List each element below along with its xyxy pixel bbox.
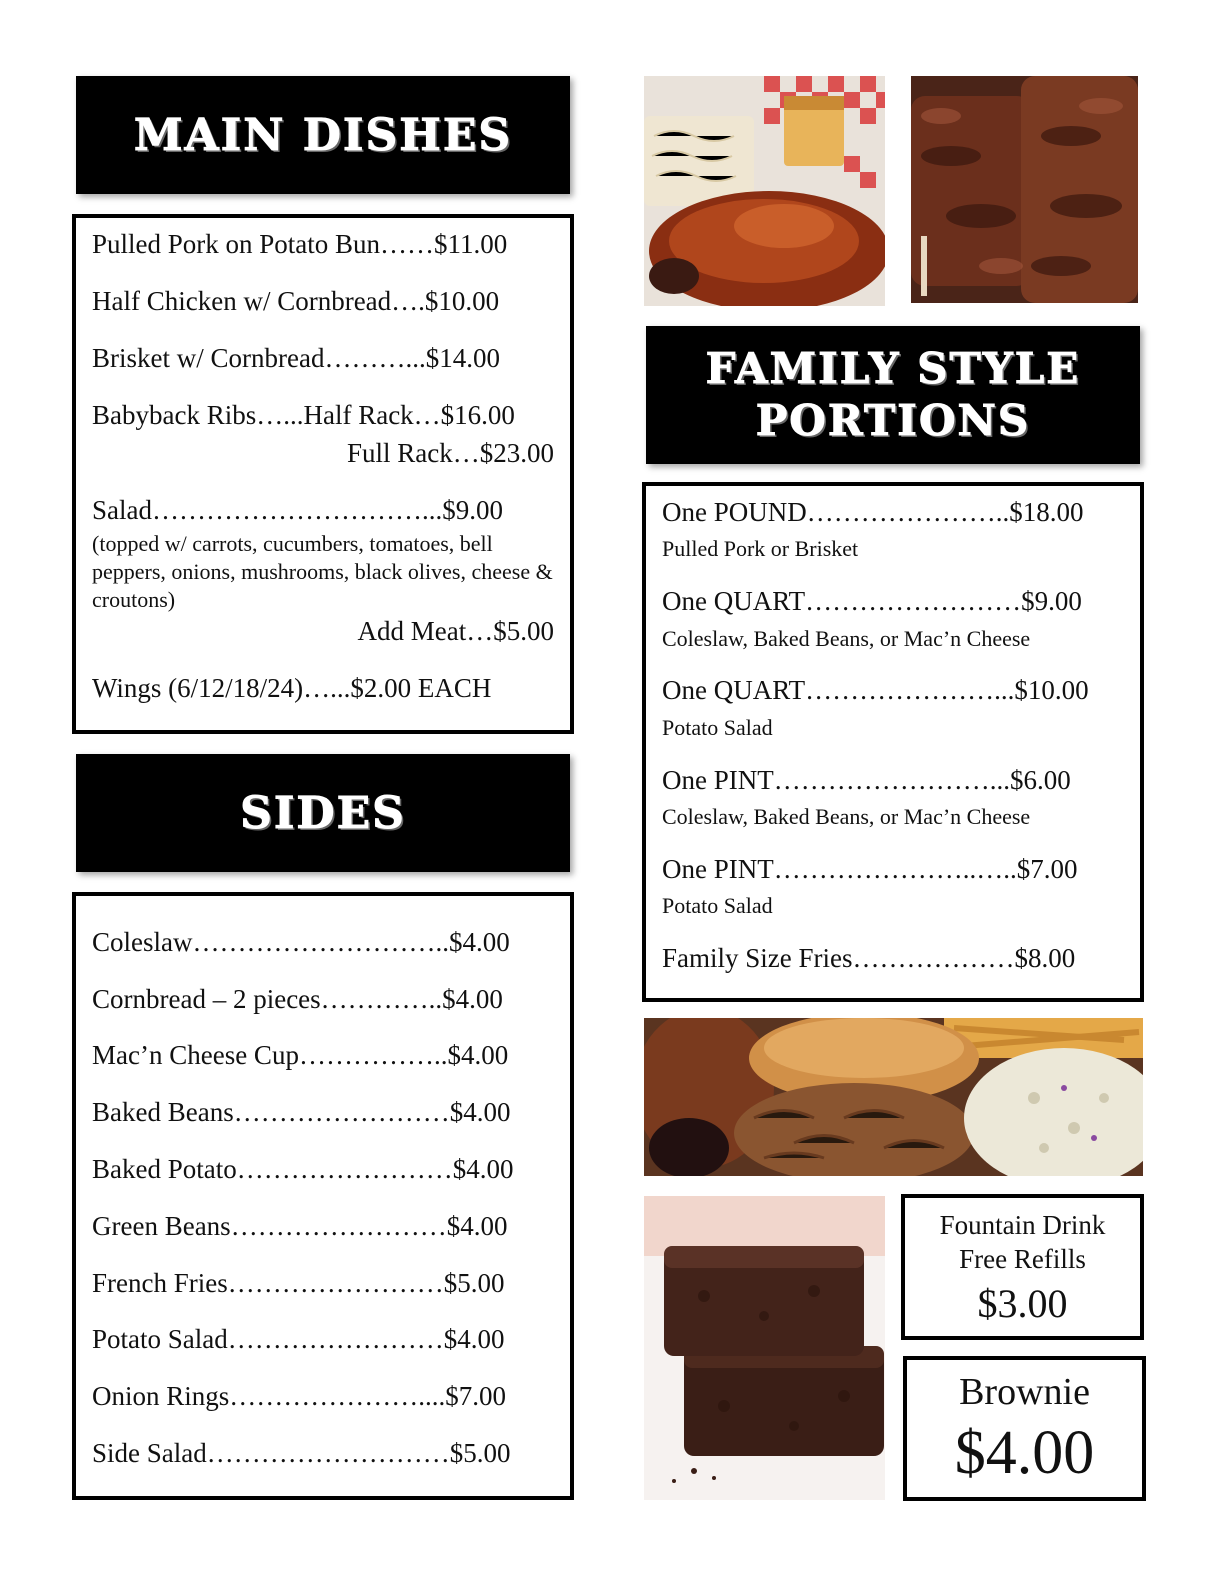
main-dishes-box [72,214,574,734]
salad-description: (topped w/ carrots, cucumbers, tomatoes, bell peppers, onions, mushrooms, black olives, cheese & croutons) [92,531,553,613]
menu-item: Baked Potato……………………$4.00 [92,1154,514,1184]
brownie-photo [644,1196,885,1500]
sides-heading: SIDES [240,787,406,839]
portion-description: Pulled Pork or Brisket [662,536,859,561]
portion-item: One POUND…………………..$18.00 [662,497,1084,527]
menu-item: Wings (6/12/18/24)…...$2.00 EACH [92,673,492,703]
free-refills-label: Free Refills [959,1244,1086,1274]
portion-item: Family Size Fries………………$8.00 [662,943,1076,973]
bbq-chicken-photo [644,76,885,306]
portion-description: Potato Salad [662,715,773,740]
menu-item: Green Beans……………………$4.00 [92,1211,508,1241]
menu-item-option: Full Rack…$23.00 [347,438,554,468]
menu-item: Mac’n Cheese Cup……………..$4.00 [92,1040,509,1070]
fountain-drink-price: $3.00 [977,1281,1068,1326]
fountain-drink-box [901,1194,1144,1340]
portion-item: One PINT……………………...$6.00 [662,765,1071,795]
family-style-banner [646,326,1140,464]
portion-item: One PINT…………………..…..$7.00 [662,854,1078,884]
menu-item: Baked Beans……………………$4.00 [92,1097,511,1127]
menu-item: French Fries……………………$5.00 [92,1268,505,1298]
family-style-box [642,482,1144,1002]
sides-banner [76,754,570,872]
sides-box [72,892,574,1500]
menu-item: Salad…………………………...$9.00 [92,495,503,525]
portion-description: Potato Salad [662,893,773,918]
menu-item: Half Chicken w/ Cornbread….$10.00 [92,286,500,316]
family-style-heading-line1: FAMILY STYLE [705,343,1081,393]
pulled-pork-sandwich-photo [644,1018,1143,1176]
portion-description: Coleslaw, Baked Beans, or Mac’n Cheese [662,804,1031,829]
main-dishes-banner [76,76,570,194]
brownie-box [903,1356,1146,1501]
menu-item: Babyback Ribs…...Half Rack…$16.00 [92,400,515,430]
menu-item: Coleslaw………………………..$4.00 [92,927,510,957]
menu-item: Onion Rings…………………....$7.00 [92,1381,507,1411]
fountain-drink-label: Fountain Drink [939,1210,1106,1240]
portion-description: Coleslaw, Baked Beans, or Mac’n Cheese [662,626,1031,651]
menu-item: Brisket w/ Cornbread………...$14.00 [92,343,500,373]
menu-item: Pulled Pork on Potato Bun……$11.00 [92,229,508,259]
menu-item: Potato Salad……………………$4.00 [92,1324,505,1354]
brownie-label: Brownie [959,1371,1090,1413]
menu-item: Side Salad………………………$5.00 [92,1438,511,1468]
menu-item: Cornbread – 2 pieces…………..$4.00 [92,984,503,1014]
portion-item: One QUART……………………$9.00 [662,586,1082,616]
main-dishes-heading: MAIN DISHES [133,109,513,161]
portion-item: One QUART…………………...$10.00 [662,675,1089,705]
ribs-photo [911,76,1138,303]
brownie-price: $4.00 [954,1419,1095,1487]
menu-item-option: Add Meat…$5.00 [357,616,554,646]
family-style-heading-line2: PORTIONS [755,396,1031,445]
